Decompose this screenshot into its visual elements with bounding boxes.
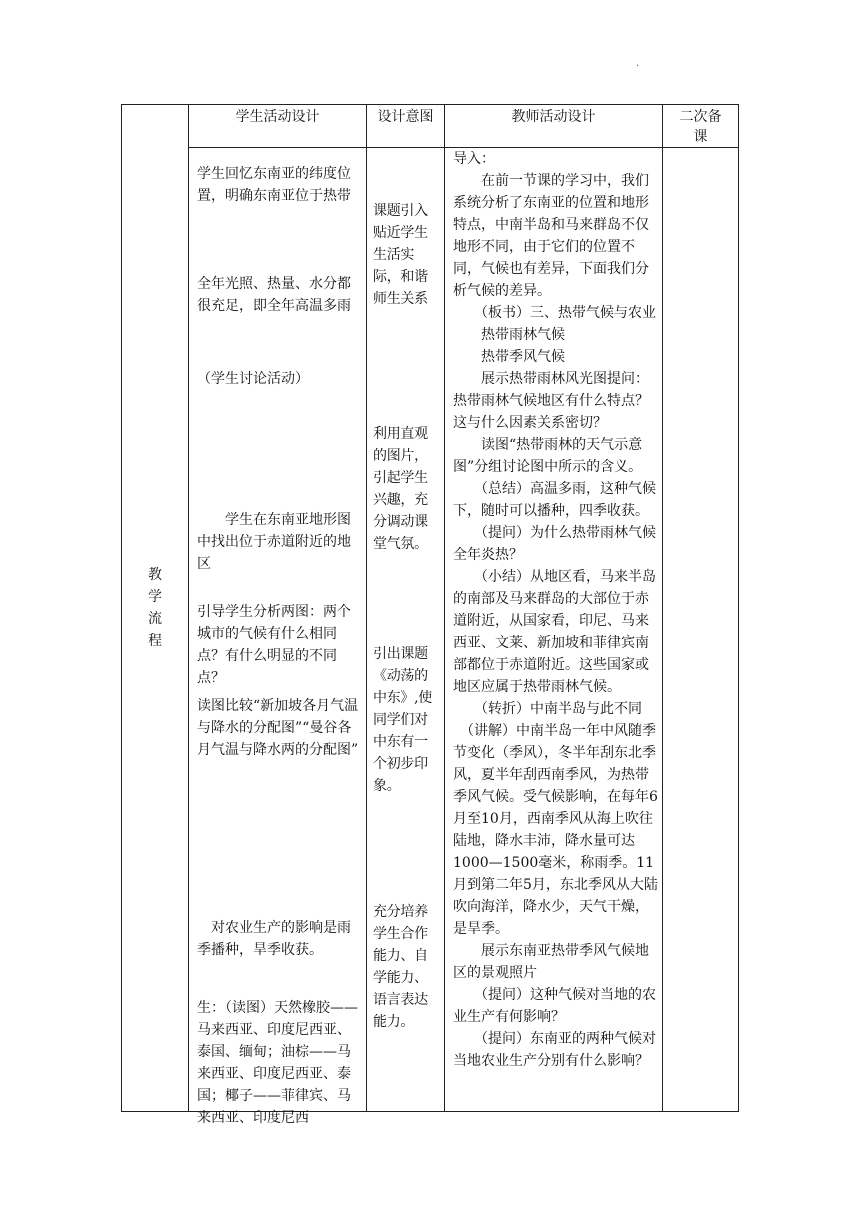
teacher-paragraph: （提问）这种气候对当地的农业生产有何影响？ xyxy=(453,987,656,1025)
header-student: 学生活动设计 xyxy=(189,105,367,148)
teacher-paragraph: （板书）三、热带气候与农业 xyxy=(453,305,656,321)
header-intent: 设计意图 xyxy=(367,105,445,148)
teacher-paragraph: （总结）高温多雨，这种气候下，随时可以播种，四季收获。 xyxy=(453,481,656,519)
lesson-plan-table xyxy=(121,104,739,1126)
student-block: 读图比较“新加坡各月气温与降水的分配图”“曼谷各月气温与降水两的分配图” xyxy=(197,698,359,758)
student-block: 引导学生分析两图：两个城市的气候有什么相同点？有什么明显的不同点？ xyxy=(197,604,351,686)
section-label-char: 教 xyxy=(148,567,162,583)
design-intent-cell xyxy=(367,148,445,1112)
header-teacher: 教师活动设计 xyxy=(445,105,663,148)
teacher-paragraph: 展示东南亚热带季风气候地区的景观照片 xyxy=(453,943,649,981)
teacher-paragraph: 在前一节课的学习中，我们系统分析了东南亚的位置和地形特点，中南半岛和马来群岛不仅地形不同，由于它们的位置不同，气候也有差异，下面我们分析气候的差异。 xyxy=(453,173,649,299)
section-label-char: 流 xyxy=(148,611,162,627)
intent-block: 课题引入贴近学生生活实际，和谐师生关系 xyxy=(373,203,428,307)
intent-block: 利用直观的图片，引起学生兴趣，充分调动课堂气氛。 xyxy=(373,426,428,552)
student-block: 全年光照、热量、水分都很充足，即全年高温多雨 xyxy=(197,276,351,314)
teacher-paragraph: 展示热带雨林风光图提问：热带雨林气候地区有什么特点？这与什么因素关系密切？ xyxy=(453,371,649,431)
teacher-paragraph: 读图“热带雨林的天气示意图”分组讨论图中所示的含义。 xyxy=(453,437,643,475)
teacher-paragraph: （提问）东南亚的两种气候对当地农业生产分别有什么影响？ xyxy=(453,1031,656,1069)
section-label-char: 程 xyxy=(148,633,162,649)
teacher-paragraph: 导入： xyxy=(453,151,495,167)
teacher-activity-text xyxy=(453,148,659,1072)
teacher-paragraph: （转折）中南半岛与此不同 xyxy=(453,701,642,717)
page-mark: . xyxy=(636,58,640,69)
student-block: （学生讨论活动） xyxy=(197,371,309,387)
second-prep-cell xyxy=(663,148,739,1112)
header-second-prep: 二次备课 xyxy=(663,105,739,148)
student-block: 学生回忆东南亚的纬度位置，明确东南亚位于热带 xyxy=(197,166,351,204)
teaching-process-cell xyxy=(122,105,189,1112)
student-block: 对农业生产的影响是雨季播种，旱季收获。 xyxy=(197,920,351,958)
teacher-paragraph: （小结）从地区看，马来半岛的南部及马来群岛的大部位于赤道附近，从国家看，印尼、马来西亚、文莱、新加坡和菲律宾南部都位于赤道附近。这些国家或地区应属于热带雨林气候。 xyxy=(453,569,656,695)
teacher-paragraph: （提问）为什么热带雨林气候全年炎热？ xyxy=(453,525,656,563)
intent-block: 充分培养学生合作能力、自学能力、语言表达能力。 xyxy=(373,904,428,1030)
section-label-char: 学 xyxy=(148,589,162,605)
student-block: 生：（读图）天然橡胶——马来西亚、印度尼西亚、泰国、缅甸；油棕——马来西亚、印度尼西亚、泰国；椰子——菲律宾、马来西亚、印度尼西 xyxy=(197,1000,358,1126)
teacher-paragraph: （讲解）中南半岛一年中风随季节变化（季风），冬半年刮东北季风，夏半年刮西南季风，为热带季风气候。受气候影响，在每年6月至10月，西南季风从海上吹往陆地，降水丰沛，降水量可达1000—1500毫米，称雨季。11月到第二年5月，东北季风从大陆吹向海洋，降水少，天气干燥，是旱季。 xyxy=(453,723,658,937)
intent-block: 引出课题《动荡的中东》,使同学们对中东有一个初步印象。 xyxy=(373,646,432,794)
student-block: 学生在东南亚地形图中找出位于赤道附近的地区 xyxy=(197,512,351,572)
teacher-paragraph: 热带季风气候 xyxy=(453,349,565,365)
teacher-paragraph: 热带雨林气候 xyxy=(453,327,565,343)
teacher-activity-cell xyxy=(445,148,663,1112)
student-activity-cell xyxy=(189,148,367,1126)
